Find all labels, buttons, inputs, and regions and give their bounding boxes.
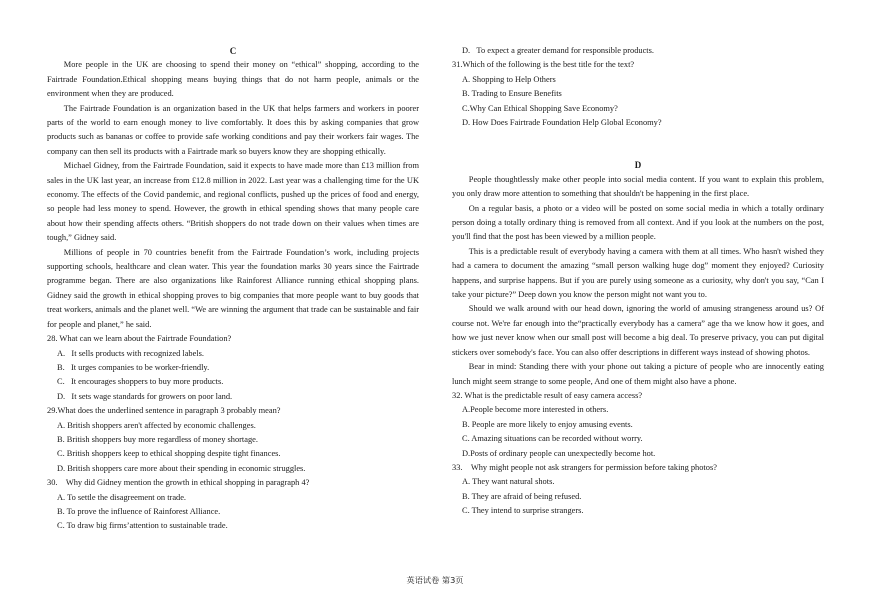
- question-33-stem: 33. Why might people not ask strangers for permission before taking photos?: [452, 462, 717, 472]
- question-29-option-b: B. British shoppers buy more regardless of money shortage.: [57, 434, 258, 444]
- question-33-option-b: B. They are afraid of being refused.: [462, 491, 582, 501]
- question-30-stem: 30. Why did Gidney mention the growth in ethical shopping in paragraph 4?: [47, 478, 310, 488]
- section-title-c: C: [229, 46, 237, 56]
- left-column: [47, 44, 419, 534]
- question-33-option-c: C. They intend to surprise strangers.: [462, 506, 584, 516]
- question-29-option-c: C. British shoppers keep to ethical shopping despite tight finances.: [57, 449, 281, 459]
- question-28-option-c: C. It encourages shoppers to buy more products.: [57, 377, 224, 387]
- passage-d-paragraph-1: People thoughtlessly make other people into social media content. If you want to explain this problem, you only draw more attention to something that shouldn't be happening in the first place.: [452, 174, 824, 199]
- question-31-option-a: A. Shopping to Help Others: [462, 74, 556, 84]
- question-33-option-a: A. They want natural shots.: [462, 477, 555, 487]
- passage-d-paragraph-2: On a regular basis, a photo or a video will be posted on some social media in which a totally ordinary person doing a totally ordinary thing is removed from all context. And if you look at the numbers on the post, you'll find that the post has been viewed by a million people.: [452, 203, 824, 242]
- question-31-stem: 31.Which of the following is the best title for the text?: [452, 60, 635, 70]
- question-32-option-b: B. People are more likely to enjoy amusing events.: [462, 419, 633, 429]
- passage-c-paragraph-4: Millions of people in 70 countries benefit from the Fairtrade Foundation’s work, including projects supporting schools, healthcare and clean water. This year the foundation marks 30 years since the Fairtrade programme began. There are also organizations like Rainforest Alliance running ethical shopping plans. Gidney said the growth in ethical shopping proves to big companies that more people want to buy goods that treat workers, animals and the planet well. “We are winning the argument that trade can be sustainable and fair for people and planet,” he said.: [47, 247, 419, 329]
- question-28-option-d: D. It sets wage standards for growers on poor land.: [57, 391, 233, 401]
- question-28-option-b: B. It urges companies to be worker-friendly.: [57, 362, 210, 372]
- question-31-option-c: C.Why Can Ethical Shopping Save Economy?: [462, 103, 618, 113]
- question-31-option-b: B. Trading to Ensure Benefits: [462, 89, 562, 99]
- passage-d-paragraph-3: This is a predictable result of everybody having a camera with them at all times. Who hasn't wished they had a camera to document the amazing “small person walking huge dog” moment they enjoyed? Curiosity happens, and surprise happens. But if you are purely using someone as a curiosity, why don't you say, “Can I take your picture?” Deep down you know the person might not want you to.: [452, 246, 824, 300]
- question-29-stem: 29.What does the underlined sentence in paragraph 3 probably mean?: [47, 406, 281, 416]
- question-29-option-d: D. British shoppers care more about their spending in economic struggles.: [57, 463, 306, 473]
- question-32-option-a: A.People become more interested in others.: [462, 405, 609, 415]
- passage-d-paragraph-5: Bear in mind: Standing there with your phone out taking a picture of people who are innocently eating lunch might seem strange to some people, And one of them might also have a phone.: [452, 362, 824, 386]
- question-32-option-c: C. Amazing situations can be recorded without worry.: [462, 434, 643, 444]
- passage-c-paragraph-3: Michael Gidney, from the Fairtrade Foundation, said it expects to have made more than £13 million from sales in the UK last year, an increase from £12.8 million in 2022. Last year was a challenging time for the UK economy. The effects of the Covid pandemic, and regional conflicts, pushed up the prices of food and energy, so people had less money to spend. However, the growth in ethical spending shows that many people care about how their spending affects others. “British shoppers do not trade down on their values when times are tough,” Gidney said.: [47, 161, 419, 243]
- question-32-stem: 32. What is the predictable result of easy camera access?: [452, 390, 643, 400]
- passage-c-paragraph-1: More people in the UK are choosing to spend their money on “ethical” shopping, according to the Fairtrade Foundation.Ethical shopping means buying things that do not harm people, animals or the environment when they are produced.: [47, 60, 419, 99]
- question-31-option-d: D. How Does Fairtrade Foundation Help Global Economy?: [462, 118, 662, 128]
- question-32-option-d: D.Posts of ordinary people can unexpectedly become hot.: [462, 448, 656, 458]
- question-30-option-a: A. To settle the disagreement on trade.: [57, 492, 187, 502]
- question-28-option-a: A. It sells products with recognized labels.: [57, 348, 204, 358]
- passage-d-paragraph-4: Should we walk around with our head down, ignoring the world of amusing strangeness around us? Of course not. We're far enough into the“practically everybody has a camera” age tha we know how it goes, and how we just never know when our small post will become a big deal. To preserve privacy, you can put digital stickers over somebody's face. You can also offer descriptions in different ways instead of showing photos.: [452, 304, 824, 357]
- question-30-option-c: C. To draw big firms’attention to sustainable trade.: [57, 521, 228, 531]
- question-30-option-b: B. To prove the influence of Rainforest Alliance.: [57, 506, 221, 516]
- question-30-option-d: D. To expect a greater demand for responsible products.: [462, 46, 654, 55]
- right-column: [452, 44, 824, 519]
- question-28-stem: 28. What can we learn about the Fairtrade Foundation?: [47, 334, 232, 344]
- page-footer: 英语试卷 第3页: [406, 575, 464, 585]
- question-29-option-a: A. British shoppers aren't affected by economic challenges.: [57, 420, 256, 430]
- section-spacer: [452, 130, 824, 158]
- passage-c-paragraph-2: The Fairtrade Foundation is an organization based in the UK that helps farmers and workers in poorer parts of the world to earn enough money to live comfortably. It does this by asking companies that grow products such as bananas or coffee to provide safe working conditions and pay their workers fair wages. The company can then sell its products with a Fairtrade mark so buyers know they are shopping ethically.: [47, 103, 419, 156]
- section-title-d: D: [634, 160, 642, 171]
